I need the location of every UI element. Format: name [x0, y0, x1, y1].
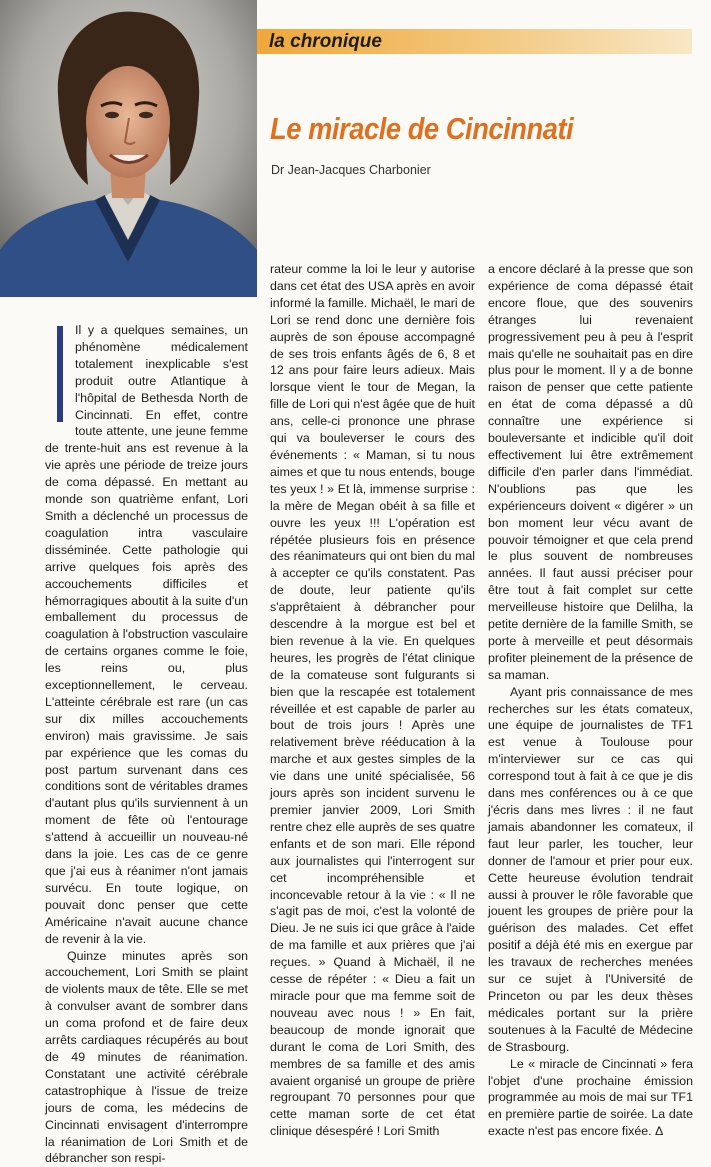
article-author: Dr Jean-Jacques Charbonier [271, 163, 431, 177]
drop-cap-bar [57, 326, 63, 422]
portrait-illustration [0, 0, 257, 297]
author-photo [0, 0, 257, 297]
article-title: Le miracle de Cincinnati [270, 111, 574, 146]
article-column-1 [45, 322, 248, 1167]
article-column-3 [488, 261, 693, 1140]
article-paragraph: Ayant pris connaissance de mes recherches sur les états comateux, une équipe de journalistes de TF1 est venue à Toulouse pour m'interviewer sur ce cas qui correspond tout à fait à ce que je dis dans mes conférences ou à ce que j'écris dans mes livres : il ne faut jamais abandonner les comateux, il faut leur parler, les toucher, leur donner de l'amour et prier pour eux. Cette heureuse évolution tendrait aussi à prouver le rôle favorable que jouent les groupes de prière pour la guérison des malades. Cet effet positif a déjà été mis en exergue par les travaux de recherches menées sur ce sujet à l'Université de Princeton ou par les deux thèses médicales portant sur la prière soutenues à la Faculté de Médecine de Strasbourg. [488, 684, 693, 1054]
article-column-2 [270, 261, 475, 1140]
article-paragraph: rateur comme la loi le leur y autorise dans cet état des USA après en avoir informé la famille. Michaël, le mari de Lori se rend donc une dernière fois auprès de son épouse accompagné de ses trois enfants âgés de 6, 8 et 12 ans pour faire leurs adieux. Mais lorsque vient le tour de Megan, la fille de Lori qui n'est âgée que de huit ans, celle-ci prononce une phrase qui va bouleverser le cours des événements : « Maman, si tu nous aimes et que tu nous entends, bouge tes yeux ! » Et là, immense surprise : la mère de Megan obéit à sa fille et ouvre les yeux !!! L'opération est répétée plusieurs fois en présence des réanimateurs qui ont bien du mal à accepter ce qu'ils constatent. Pas de doute, leur patiente qu'ils s'apprêtaient à débrancher pour descendre à la morgue est bel et bien revenue à la vie. En quelques heures, les progrès de l'état clinique de la comateuse sont fulgurants si bien que la rescapée est totalement réveillée et est capable de parler au bout de trois jours ! Après une relativement brève rééducation à la marche et aux gestes simples de la vie dans une unité spécialisée, 56 jours après son incident survenu le premier janvier 2009, Lori Smith rentre chez elle auprès de ses quatre enfants et de son mari. Elle répond aux journalistes qui l'interrogent sur cet incompréhensible et inconcevable retour à la vie : « Il ne s'agit pas de moi, c'est la volonté de Dieu. Je ne suis ici que grâce à l'aide de ma famille et aux prières que j'ai reçues. » Quand à Michaël, il ne cesse de répéter : « Dieu a fait un miracle pour que ma femme soit de nouveau avec nous ! » En fait, beaucoup de monde ignorait que durant le coma de Lori Smith, des membres de sa famille et des amis avaient organisé un groupe de prière regroupant 70 personnes pour que cette maman sorte de cet état clinique désespéré ! Lori Smith [270, 262, 475, 1139]
article-paragraph: Quinze minutes après son accouchement, Lori Smith se plaint de violents maux de tête. Elle se met à convulser avant de sombrer dans un coma profond et de faire deux arrêts cardiaques récupérés au bout de 49 minutes de réanimation. Constatant une activité cérébrale catastrophique à l'issue de treize jours de coma, les médecins de Cincinnati envisagent d'interrompre la réanimation de Lori Smith et de débrancher son respi- [45, 948, 248, 1166]
article-paragraph: Il y a quelques semaines, un phénomène médicalement totalement inexplicable s'est produit outre Atlantique à l'hôpital de Bethesda North de Cincinnati. En effet, contre toute attente, une jeune femme de trente-huit ans est revenue à la vie après une période de treize jours de coma dépassé. En mettant au monde son quatrième enfant, Lori Smith a déclenché un processus de coagulation intra vasculaire disséminée. Cette pathologie qui arrive quelques fois après des accouchements difficiles et hémorragiques aboutit à la suite d'un emballement du processus de coagulation à l'obstruction vasculaire de certains organes comme le foie, les reins ou, plus exceptionnellement, le cerveau. L'atteinte cérébrale est rare (un cas sur dix milles accouchements environ) mais gravissime. Je sais par expérience que les comas du post partum survenant dans ces conditions sont de véritables drames d'autant plus qu'ils surviennent à un moment de fête où l'entourage s'attend à accueillir un nouveau-né dans la joie. Les cas de ce genre que j'ai eus à réanimer n'ont jamais survécu. En toute logique, on pouvait donc penser que cette Américaine n'avait aucune chance de revenir à la vie. [45, 323, 248, 946]
section-header-bar [257, 29, 692, 54]
article-paragraph: Le « miracle de Cincinnati » fera l'objet d'une prochaine émission programmée au mois de mai sur TF1 en première partie de soirée. La date exacte n'est pas encore fixée. Δ [488, 1056, 693, 1139]
article-paragraph: a encore déclaré à la presse que son expérience de coma dépassé était encore floue, que des souvenirs étranges lui revenaient progressivement peu à peu à l'esprit mais qu'elle ne souhaitait pas en dire plus pour le moment. Il y a de bonne raison de penser que cette patiente en état de coma dépassé a dû connaître une expérience si bouleversante et indicible qu'il doit effectivement lui être extrêmement difficile d'en parler dans l'immédiat. N'oublions pas que les expérienceurs doivent « digérer » un bon moment leur vécu avant de pouvoir témoigner et que cela prend le plus souvent de nombreuses années. Il faut aussi préciser pour être tout à fait complet sur cette merveilleuse histoire que Delilha, la petite dernière de la famille Smith, se porte à merveille et peut désormais profiter pleinement de la présence de sa maman. [488, 262, 693, 682]
section-label: la chronique [269, 31, 382, 52]
